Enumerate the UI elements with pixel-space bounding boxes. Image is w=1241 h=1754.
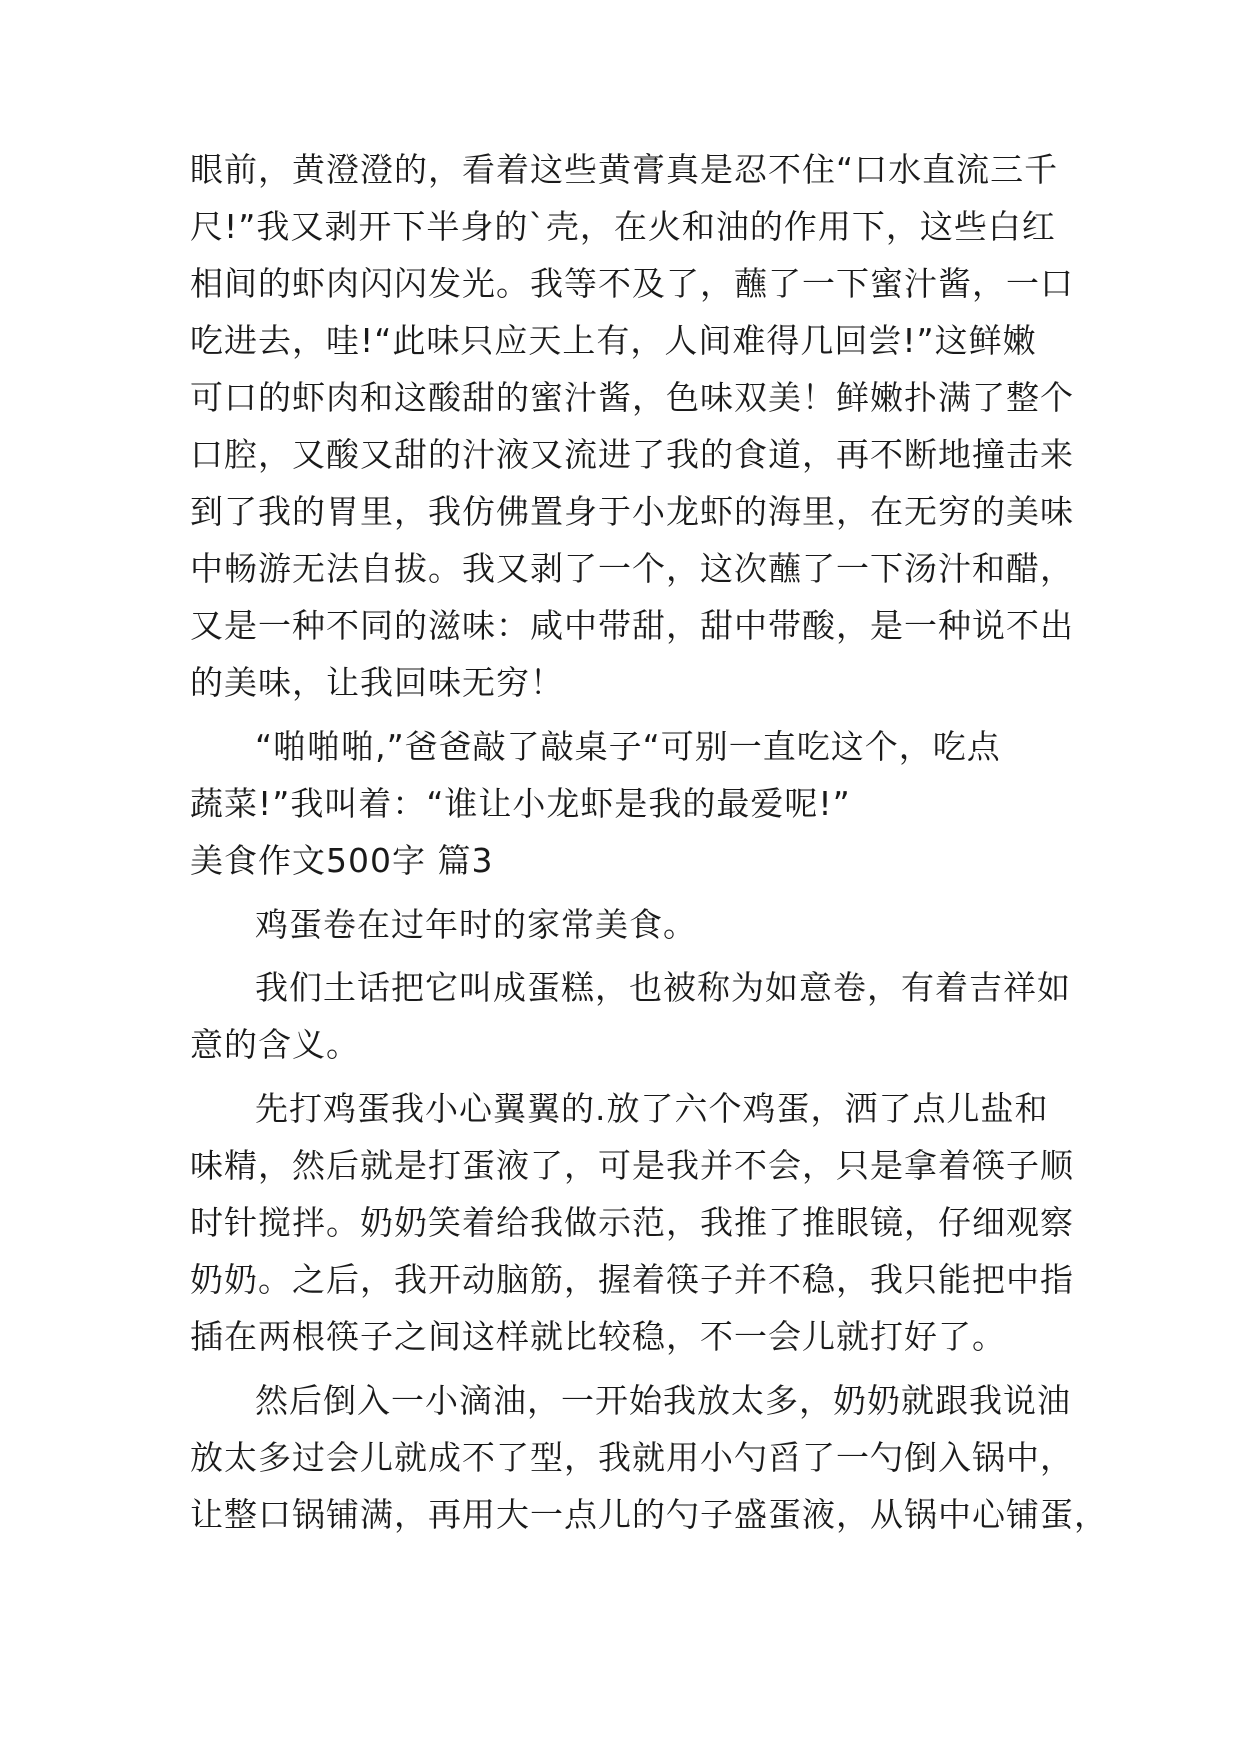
text-line: 口腔，又酸又甜的汁液又流进了我的食道，再不断地撞击来 bbox=[190, 435, 1074, 474]
text-line: 放太多过会儿就成不了型，我就用小勺舀了一勺倒入锅中， bbox=[190, 1438, 1074, 1477]
text-line: 中畅游无法自拔。我又剥了一个，这次蘸了一下汤汁和醋， bbox=[190, 549, 1074, 588]
text-line: 意的含义。 bbox=[190, 1025, 360, 1064]
text-line: 可口的虾肉和这酸甜的蜜汁酱，色味双美！鲜嫩扑满了整个 bbox=[190, 378, 1074, 417]
text-line: 的美味，让我回味无穷！ bbox=[190, 663, 564, 702]
text-line: 插在两根筷子之间这样就比较稳，不一会儿就打好了。 bbox=[190, 1317, 1006, 1356]
text-line: “啪啪啪,”爸爸敲了敲桌子“可别一直吃这个，吃点 bbox=[255, 727, 1001, 766]
text-line: 先打鸡蛋我小心翼翼的.放了六个鸡蛋，洒了点儿盐和 bbox=[255, 1089, 1049, 1128]
text-line: 然后倒入一小滴油，一开始我放太多，奶奶就跟我说油 bbox=[255, 1381, 1071, 1420]
text-line: 蔬菜!”我叫着：“谁让小龙虾是我的最爱呢!” bbox=[190, 784, 851, 823]
text-line: 我们土话把它叫成蛋糕，也被称为如意卷，有着吉祥如 bbox=[255, 968, 1071, 1007]
text-line: 味精，然后就是打蛋液了，可是我并不会，只是拿着筷子顺 bbox=[190, 1146, 1074, 1185]
text-line: 让整口锅铺满，再用大一点儿的勺子盛蛋液，从锅中心铺蛋， bbox=[190, 1495, 1108, 1534]
text-line: 奶奶。之后，我开动脑筋，握着筷子并不稳，我只能把中指 bbox=[190, 1260, 1074, 1299]
text-line: 到了我的胃里，我仿佛置身于小龙虾的海里，在无穷的美味 bbox=[190, 492, 1074, 531]
text-line: 鸡蛋卷在过年时的家常美食。 bbox=[255, 905, 697, 944]
text-line: 又是一种不同的滋味：咸中带甜，甜中带酸，是一种说不出 bbox=[190, 606, 1074, 645]
text-line: 吃进去，哇!“此味只应天上有，人间难得几回尝!”这鲜嫩 bbox=[190, 321, 1037, 360]
text-line: 尺!”我又剥开下半身的`壳，在火和油的作用下，这些白红 bbox=[190, 207, 1056, 246]
section-heading: 美食作文500字 篇3 bbox=[190, 841, 494, 880]
text-line: 时针搅拌。奶奶笑着给我做示范，我推了推眼镜，仔细观察 bbox=[190, 1203, 1074, 1242]
text-line: 相间的虾肉闪闪发光。我等不及了，蘸了一下蜜汁酱，一口 bbox=[190, 264, 1074, 303]
text-line: 眼前，黄澄澄的，看着这些黄膏真是忍不住“口水直流三千 bbox=[190, 150, 1059, 189]
